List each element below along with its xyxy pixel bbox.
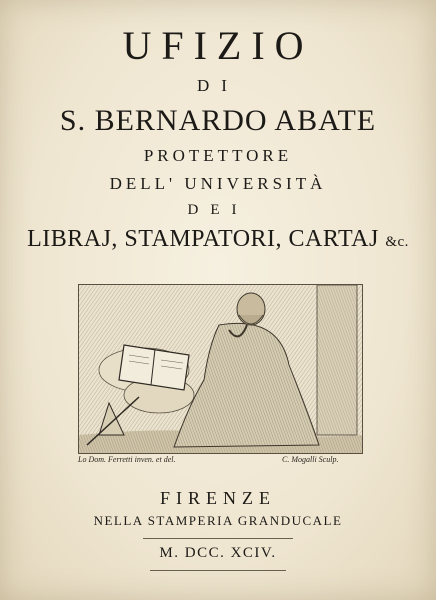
engraving-plate (78, 284, 363, 454)
engraving-credit-engraver: C. Mogalli Sculp. (282, 455, 339, 464)
subtitle-protettore: PROTETTORE (143, 146, 293, 165)
saint-name: S. BERNARDO ABATE (59, 104, 377, 137)
imprint-press: NELLA STAMPERIA GRANDUCALE (93, 513, 343, 528)
saint-reading-engraving (79, 285, 362, 453)
guilds-line (0, 226, 436, 253)
etc-abbreviation: &c. (385, 234, 409, 250)
divider-rule (143, 538, 293, 539)
guilds-text: LIBRAJ, STAMPATORI, CARTAJ (27, 226, 379, 252)
divider-rule-bottom (150, 570, 286, 571)
subtitle-dei: DEI (187, 202, 249, 218)
imprint-city: FIRENZE (160, 488, 276, 508)
imprint-year: M. DCC. XCIV. (159, 545, 277, 561)
book-title: UFIZIO (122, 23, 314, 68)
title-di: DI (197, 76, 239, 95)
engraving-credit-inventor: Lo Dom. Ferretti inven. et del. (78, 455, 176, 464)
subtitle-universita: DELL' UNIVERSITÀ (109, 174, 327, 193)
